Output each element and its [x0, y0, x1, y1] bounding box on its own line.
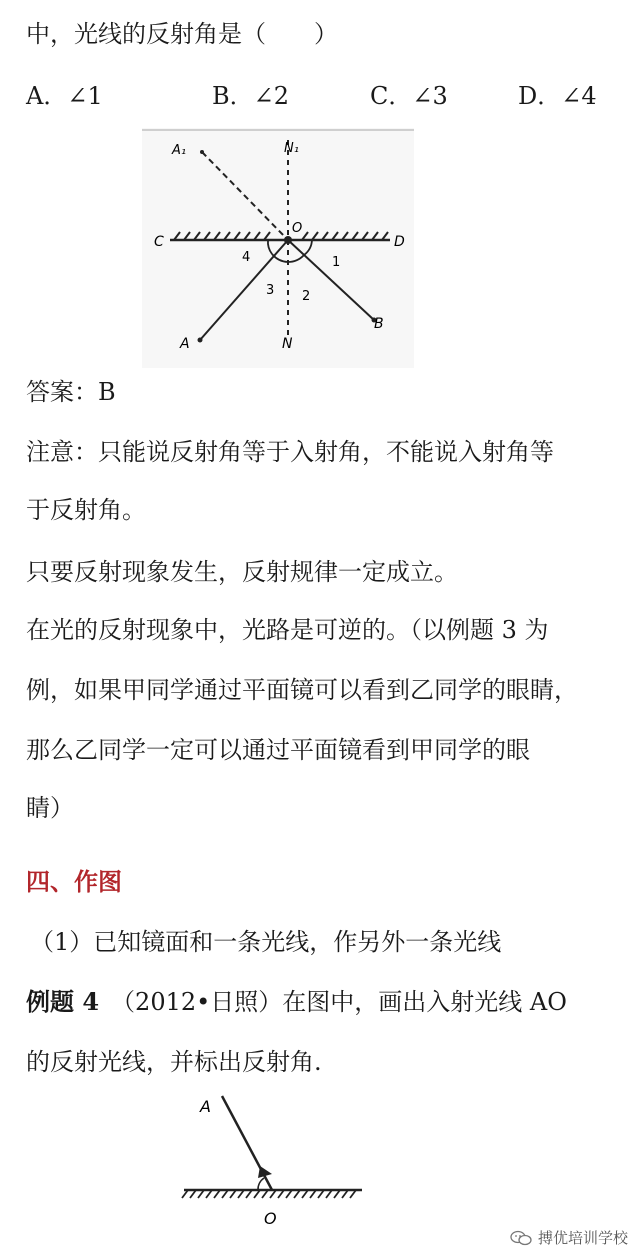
option-b: B．∠2 — [212, 82, 290, 110]
label-d: D — [394, 234, 405, 250]
incident-ray-diagram — [180, 1092, 370, 1232]
reflection-diagram — [142, 128, 414, 368]
label-angle-4: 4 — [242, 250, 251, 265]
label-a: A — [180, 336, 190, 352]
answer-text: 答案：B — [26, 378, 116, 406]
reversibility-line-4: 睛） — [26, 794, 74, 822]
example-4-label: 例题 4 — [26, 987, 100, 1016]
note-line-2: 于反射角。 — [26, 496, 146, 524]
watermark — [510, 1227, 628, 1248]
section-subheading: （1）已知镜面和一条光线，作另外一条光线 — [30, 928, 502, 956]
point-o — [284, 236, 292, 244]
point-a1 — [200, 150, 204, 154]
example-4-text: （2012•日照）在图中，画出入射光线 AO — [99, 988, 567, 1016]
example-4-line-2: 的反射光线，并标出反射角. — [26, 1048, 322, 1076]
label-angle-2: 2 — [302, 289, 311, 304]
reversibility-line-1: 在光的反射现象中，光路是可逆的。（以例题 3 为 — [26, 616, 549, 644]
example-4-line-1 — [26, 986, 567, 1018]
point-a — [198, 338, 203, 343]
label-a1: A₁ — [172, 143, 187, 158]
option-a: A．∠1 — [26, 82, 103, 110]
label-angle-1: 1 — [332, 255, 341, 270]
watermark-text: 搏优培训学校 — [537, 1229, 628, 1247]
angle-arc — [258, 1178, 264, 1190]
diagram-background — [142, 128, 414, 368]
option-c: C．∠3 — [370, 82, 448, 110]
rule-text: 只要反射现象发生，反射规律一定成立。 — [26, 558, 458, 586]
option-d: D．∠4 — [518, 82, 597, 110]
label-n-bottom: N — [282, 336, 293, 352]
reversibility-line-3: 那么乙同学一定可以通过平面镜看到甲同学的眼 — [26, 736, 530, 764]
label-n-top: N₁ — [284, 141, 299, 156]
section-heading: 四、作图 — [26, 867, 122, 896]
label-angle-3: 3 — [266, 283, 275, 298]
label-a: A — [200, 1097, 211, 1116]
label-b: B — [374, 316, 384, 332]
reversibility-line-2: 例，如果甲同学通过平面镜可以看到乙同学的眼睛， — [26, 676, 578, 704]
label-o: O — [264, 1209, 277, 1228]
wechat-icon — [510, 1230, 532, 1246]
note-line-1: 注意：只能说反射角等于入射角，不能说入射角等 — [26, 438, 554, 466]
label-o: O — [292, 221, 303, 236]
label-c: C — [154, 234, 164, 250]
question-text: 中，光线的反射角是（ ） — [26, 20, 338, 48]
